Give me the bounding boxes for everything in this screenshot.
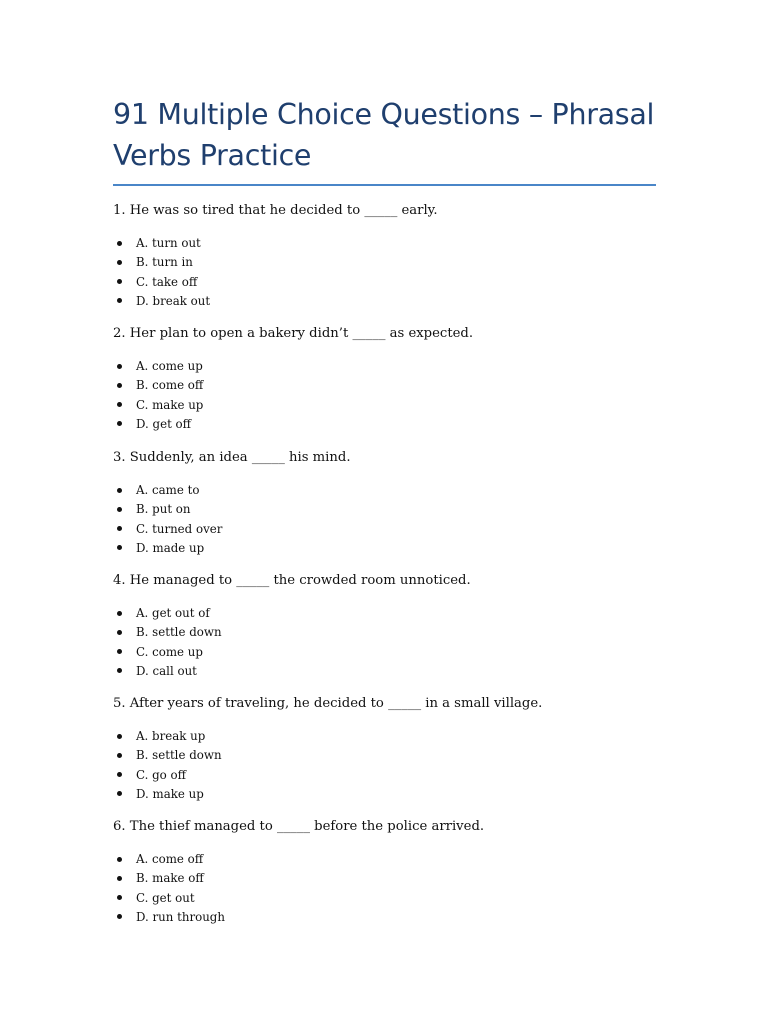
bullet-icon <box>117 772 122 777</box>
answer-option-label: B. come off <box>136 378 204 393</box>
answer-option <box>113 604 656 623</box>
answer-options <box>113 604 656 681</box>
answer-option-label: A. come up <box>136 359 203 373</box>
answer-option <box>113 376 656 395</box>
answer-option-label: B. turn in <box>136 255 193 270</box>
answer-option <box>113 785 656 804</box>
answer-option-label: C. make up <box>136 397 204 412</box>
question-block <box>113 817 656 927</box>
bullet-icon <box>117 895 122 900</box>
answer-option-label: C. go off <box>136 767 186 782</box>
bullet-icon <box>117 545 122 550</box>
answer-option <box>113 850 656 869</box>
answer-option <box>113 869 656 888</box>
bullet-icon <box>117 279 122 284</box>
answer-option-label: A. get out of <box>136 606 210 620</box>
answer-options <box>113 234 656 311</box>
answer-option-label: D. call out <box>136 663 197 678</box>
bullet-icon <box>117 857 122 862</box>
answer-option-label: B. put on <box>136 502 191 517</box>
bullet-icon <box>117 402 122 407</box>
bullet-icon <box>117 421 122 426</box>
answer-option <box>113 539 656 558</box>
answer-option-label: D. made up <box>136 540 205 555</box>
bullet-icon <box>117 298 122 303</box>
answer-option-label: D. break out <box>136 293 211 308</box>
answer-option <box>113 500 656 519</box>
answer-option-label: C. get out <box>136 890 195 905</box>
answer-option <box>113 727 656 746</box>
answer-option <box>113 234 656 253</box>
answer-option <box>113 908 656 927</box>
question-text: 2. Her plan to open a bakery didn’t _____ as expected. <box>113 326 474 341</box>
answer-option <box>113 357 656 376</box>
question-text: 4. He managed to _____ the crowded room unnoticed. <box>113 573 471 588</box>
answer-option <box>113 889 656 908</box>
question-text: 3. Suddenly, an idea _____ his mind. <box>113 450 351 465</box>
answer-option-label: A. came to <box>136 483 200 497</box>
answer-option <box>113 746 656 765</box>
answer-option <box>113 292 656 311</box>
answer-option-label: B. settle down <box>136 625 222 640</box>
answer-options <box>113 357 656 434</box>
bullet-icon <box>117 611 122 616</box>
answer-option <box>113 662 656 681</box>
answer-option-label: B. make off <box>136 871 204 886</box>
answer-options <box>113 727 656 804</box>
answer-option-label: A. break up <box>136 729 206 743</box>
answer-option-label: D. run through <box>136 909 225 924</box>
bullet-icon <box>117 241 122 246</box>
answer-option-label: A. turn out <box>136 236 201 250</box>
bullet-icon <box>117 734 122 739</box>
bullet-icon <box>117 914 122 919</box>
bullet-icon <box>117 753 122 758</box>
bullet-icon <box>117 668 122 673</box>
bullet-icon <box>117 630 122 635</box>
question-block <box>113 694 656 804</box>
question-block <box>113 571 656 681</box>
bullet-icon <box>117 507 122 512</box>
document-page <box>113 94 656 186</box>
question-block <box>113 448 656 558</box>
answer-option <box>113 253 656 272</box>
question-text: 1. He was so tired that he decided to _____ early. <box>113 203 438 218</box>
answer-option <box>113 520 656 539</box>
answer-option-label: C. come up <box>136 644 203 659</box>
answer-option-label: C. turned over <box>136 521 223 536</box>
question-text: 6. The thief managed to _____ before the police arrived. <box>113 819 485 834</box>
bullet-icon <box>117 649 122 654</box>
bullet-icon <box>117 526 122 531</box>
answer-option <box>113 396 656 415</box>
answer-option <box>113 481 656 500</box>
bullet-icon <box>117 260 122 265</box>
question-block <box>113 201 656 311</box>
answer-option-label: B. settle down <box>136 748 222 763</box>
bullet-icon <box>117 876 122 881</box>
answer-option-label: A. come off <box>136 852 204 866</box>
answer-option <box>113 766 656 785</box>
answer-option <box>113 643 656 662</box>
bullet-icon <box>117 791 122 796</box>
bullet-icon <box>117 364 122 369</box>
answer-option-label: D. get off <box>136 416 192 431</box>
question-block <box>113 324 656 434</box>
answer-option-label: C. take off <box>136 274 198 289</box>
answer-option <box>113 273 656 292</box>
bullet-icon <box>117 488 122 493</box>
answer-option <box>113 623 656 642</box>
bullet-icon <box>117 383 122 388</box>
page-title: 91 Multiple Choice Questions – Phrasal Verbs Practice <box>113 94 656 186</box>
answer-option-label: D. make up <box>136 786 204 801</box>
answer-option <box>113 415 656 434</box>
question-text: 5. After years of traveling, he decided to _____ in a small village. <box>113 696 543 711</box>
answer-options <box>113 481 656 558</box>
answer-options <box>113 850 656 927</box>
